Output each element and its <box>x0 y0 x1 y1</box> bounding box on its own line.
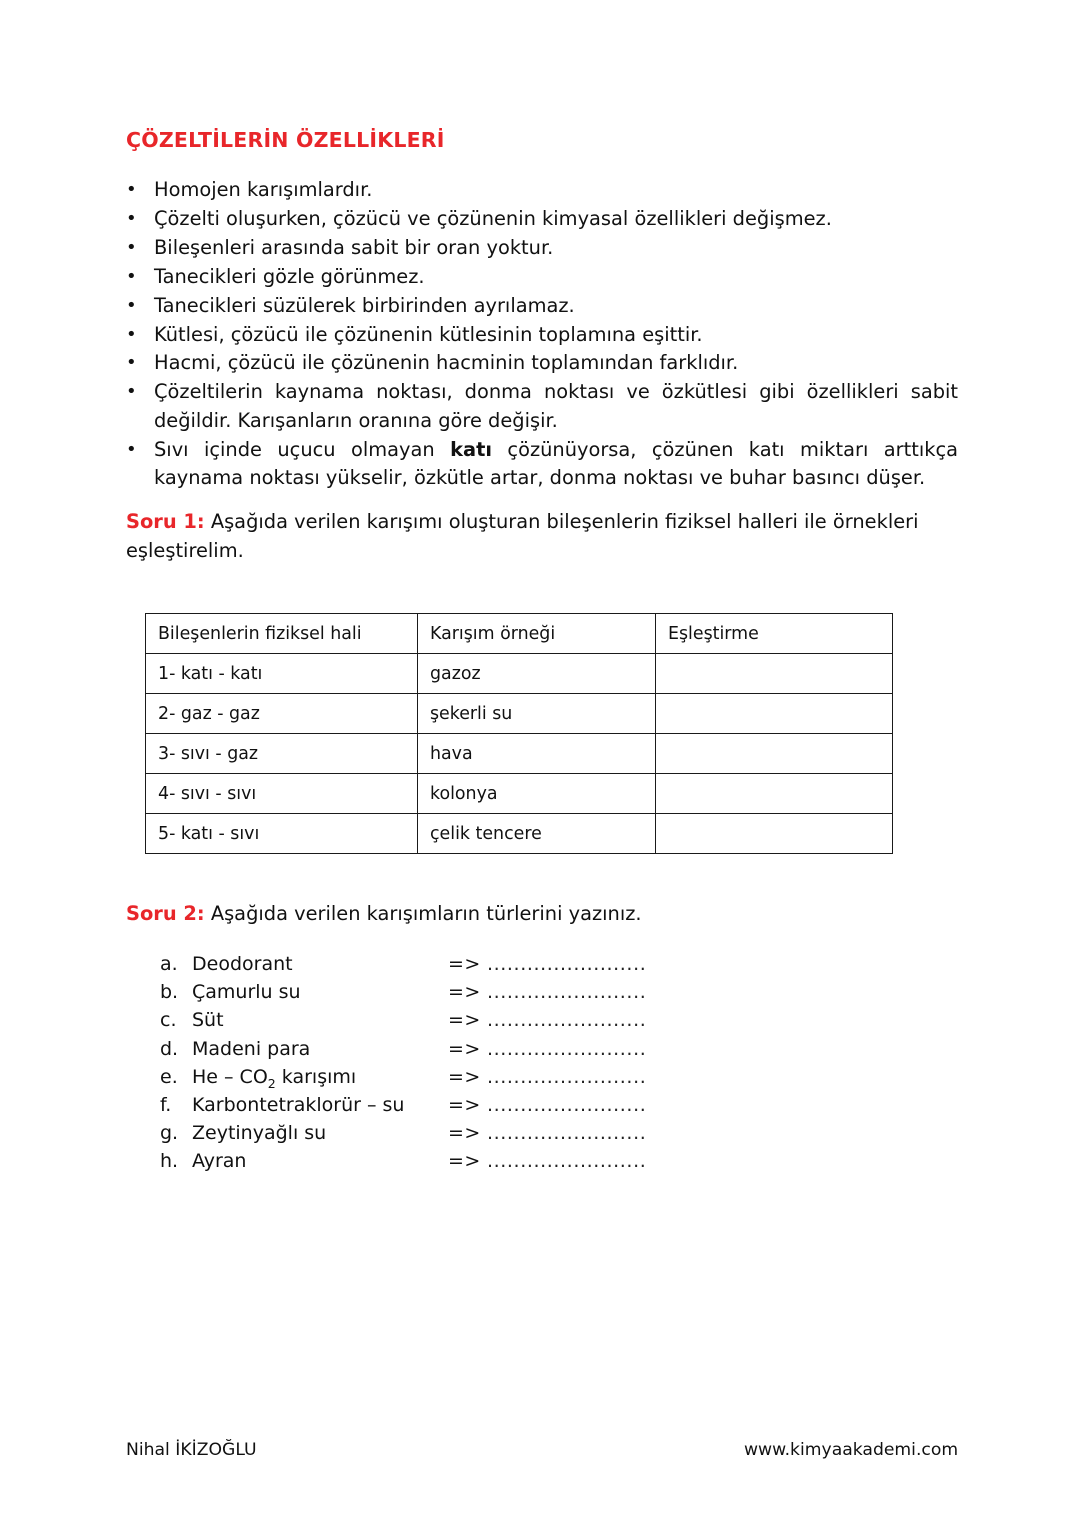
table-cell-answer[interactable] <box>656 654 893 694</box>
arrow-icon: => <box>448 1065 481 1088</box>
properties-bullet-list <box>122 176 958 493</box>
table-cell-answer[interactable] <box>656 734 893 774</box>
list-item <box>160 1119 720 1147</box>
item-name: Madeni para <box>192 1037 311 1060</box>
item-name: Karbontetraklorür – su <box>192 1093 405 1116</box>
table-row <box>146 774 893 814</box>
table-cell-ornek: kolonya <box>418 774 656 814</box>
table-row <box>146 654 893 694</box>
answer-blank[interactable]: ........................ <box>487 1009 647 1032</box>
table-cell-answer[interactable] <box>656 694 893 734</box>
list-item-text-after: çözünüyorsa, çözünen katı miktarı arttıkça kaynama noktası yükselir, özkütle artar, donma noktası ve buhar basıncı düşer. <box>154 437 958 490</box>
item-name-main: He – CO <box>192 1065 268 1088</box>
answer-blank[interactable]: ........................ <box>487 1065 647 1088</box>
table-cell-hal: 4- sıvı - sıvı <box>146 774 418 814</box>
list-item <box>160 978 720 1006</box>
list-item <box>160 1091 720 1119</box>
answer-blank[interactable]: ........................ <box>487 1093 647 1116</box>
question-1-text: Aşağıda verilen karışımı oluşturan bileşenlerin fiziksel halleri ile örnekleri eşleştirelim. <box>126 510 919 562</box>
table-header-cell: Karışım örneği <box>418 614 656 654</box>
question-2-text: Aşağıda verilen karışımların türlerini yazınız. <box>204 902 642 925</box>
table-cell-hal: 5- katı - sıvı <box>146 814 418 854</box>
item-name: Süt <box>192 1009 224 1032</box>
item-letter: d. <box>160 1037 179 1060</box>
item-name: Zeytinyağlı su <box>192 1122 327 1145</box>
item-name-subscript: 2 <box>267 1075 276 1091</box>
list-item-text-before: Sıvı içinde uçucu olmayan <box>154 437 451 461</box>
question-2-item-list <box>160 950 720 1176</box>
arrow-icon: => <box>448 1037 481 1060</box>
answer-blank[interactable]: ........................ <box>487 981 647 1004</box>
question-1-prompt <box>126 508 958 565</box>
item-letter: g. <box>160 1122 179 1145</box>
table-cell-ornek: şekerli su <box>418 694 656 734</box>
item-letter: e. <box>160 1065 178 1088</box>
item-name: Ayran <box>192 1150 247 1173</box>
list-item: • Kütlesi, çözücü ile çözünenin kütlesinin toplamına eşittir. <box>122 321 958 349</box>
footer-author: Nihal İKİZOĞLU <box>126 1440 257 1460</box>
list-item: • Homojen karışımlardır. <box>122 176 958 204</box>
item-letter: f. <box>160 1093 172 1116</box>
table-row <box>146 814 893 854</box>
item-name <box>192 1063 356 1091</box>
answer-blank[interactable]: ........................ <box>487 1037 647 1060</box>
list-item <box>160 1035 720 1063</box>
list-item <box>160 1063 720 1091</box>
table-cell-hal: 3- sıvı - gaz <box>146 734 418 774</box>
table-cell-answer[interactable] <box>656 814 893 854</box>
answer-blank[interactable]: ........................ <box>487 953 647 975</box>
question-1-label: Soru 1: <box>126 510 205 533</box>
question-2-prompt <box>126 900 958 929</box>
item-name: Çamurlu su <box>192 981 301 1004</box>
arrow-icon: => <box>448 953 481 975</box>
list-item <box>160 950 720 978</box>
item-name-rest: karışımı <box>275 1065 357 1088</box>
table-cell-hal: 2- gaz - gaz <box>146 694 418 734</box>
list-item: • Çözeltilerin kaynama noktası, donma noktası ve özkütlesi gibi özellikleri sabit değildir. Karışanların oranına göre değişir. <box>122 378 958 435</box>
list-item: • Tanecikleri süzülerek birbirinden ayrılamaz. <box>122 292 958 320</box>
arrow-icon: => <box>448 1093 481 1116</box>
arrow-icon: => <box>448 1150 481 1173</box>
item-letter: b. <box>160 981 179 1004</box>
arrow-icon: => <box>448 981 481 1004</box>
question-2-label: Soru 2: <box>126 902 205 925</box>
table-header-cell: Bileşenlerin fiziksel hali <box>146 614 418 654</box>
page-title: ÇÖZELTİLERİN ÖZELLİKLERİ <box>126 128 445 152</box>
table-cell-hal: 1- katı - katı <box>146 654 418 694</box>
list-item <box>160 1006 720 1034</box>
answer-blank[interactable]: ........................ <box>487 1122 647 1145</box>
arrow-icon: => <box>448 1122 481 1145</box>
item-letter: c. <box>160 1009 177 1032</box>
table-row <box>146 734 893 774</box>
item-name: Deodorant <box>192 953 293 975</box>
list-item: • Çözelti oluşurken, çözücü ve çözünenin kimyasal özellikleri değişmez. <box>122 205 958 233</box>
list-item <box>160 1147 720 1175</box>
matching-table <box>145 613 893 854</box>
answer-blank[interactable]: ........................ <box>487 1150 647 1173</box>
footer-website: www.kimyaakademi.com <box>744 1440 959 1460</box>
table-cell-ornek: çelik tencere <box>418 814 656 854</box>
table-header-row <box>146 614 893 654</box>
list-item: • Hacmi, çözücü ile çözünenin hacminin toplamından farklıdır. <box>122 349 958 377</box>
table-header-cell: Eşleştirme <box>656 614 893 654</box>
list-item <box>122 436 958 493</box>
table-cell-answer[interactable] <box>656 774 893 814</box>
arrow-icon: => <box>448 1009 481 1032</box>
table-row <box>146 694 893 734</box>
item-letter: a. <box>160 953 178 975</box>
list-item: • Bileşenleri arasında sabit bir oran yoktur. <box>122 234 958 262</box>
list-item: • Tanecikleri gözle görünmez. <box>122 263 958 291</box>
list-item-emphasis: katı <box>450 437 492 461</box>
item-letter: h. <box>160 1150 179 1173</box>
table-cell-ornek: gazoz <box>418 654 656 694</box>
table-cell-ornek: hava <box>418 734 656 774</box>
